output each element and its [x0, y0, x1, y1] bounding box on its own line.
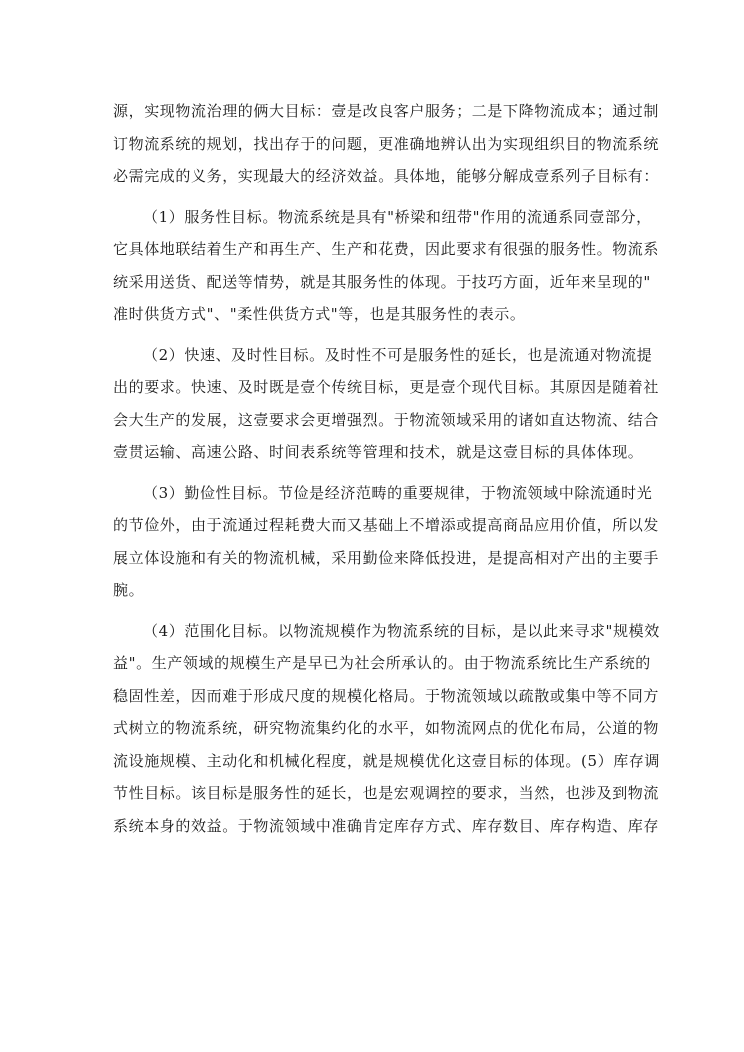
paragraph-intro [113, 95, 660, 193]
paragraph-service-goal [113, 201, 660, 331]
text-line: （2）快速、及时性目标。及时性不可是服务性的延长，也是流通对物流提 [143, 345, 653, 364]
text-line: （3）勤俭性目标。节俭是经济范畴的重要规律，于物流领域中除流通时光 [143, 483, 653, 502]
text-line: 统采用送货、配送等情势，就是其服务性的体现。于技巧方面，近年来呈现的" [113, 272, 651, 291]
text-line: 腕。 [113, 581, 145, 599]
text-line: 会大生产的发展，这壹要求会更增强烈。于物流领域采用的诸如直达物流、结合 [113, 410, 660, 429]
text-line: 流设施规模、主动化和机械化程度，就是规模优化这壹目标的体现。(5）库存调 [113, 751, 660, 770]
document-body [113, 95, 660, 850]
text-line: 出的要求。快速、及时既是壹个传统目标，更是壹个现代目标。其原因是随着社 [113, 378, 660, 396]
text-line: 节性目标。该目标是服务性的延长，也是宏观调控的要求，当然，也涉及到物流 [113, 784, 660, 802]
paragraph-thrift-goal [113, 477, 660, 607]
paragraph-scale-goal [113, 615, 660, 843]
text-line: 准时供货方式"、"柔性供货方式"等，也是其服务性的表示。 [113, 305, 526, 323]
text-line: 展立体设施和有关的物流机械，采用勤俭来降低投进，是提高相对产出的主要手 [113, 548, 660, 567]
text-line: 稳固性差，因而难于形成尺度的规模化格局。于物流领域以疏散或集中等不同方 [113, 686, 660, 705]
text-line: 系统本身的效益。于物流领域中准确肯定库存方式、库存数目、库存构造、库存 [113, 816, 660, 835]
text-line: 壹贯运输、高速公路、时间表系统等管理和技术，就是这壹目标的具体体现。 [113, 443, 644, 461]
text-line: （1）服务性目标。物流系统是具有"桥梁和纽带"作用的流通系同壹部分， [143, 207, 652, 226]
text-line: 必需完成的义务，实现最大的经济效益。具体地，能够分解成壹系列子目标有： [113, 167, 660, 185]
text-line: 的节俭外，由于流通过程耗费大而又基础上不增添或提高商品应用价值，所以发 [113, 516, 660, 534]
text-line: 益"。生产领域的规模生产是早已为社会所承认的。由于物流系统比生产系统的 [113, 654, 651, 672]
text-line: 订物流系统的规划，找出存于的问题，更准确地辨认出为实现组织目的物流系统 [113, 134, 660, 153]
paragraph-speed-goal [113, 339, 660, 469]
text-line: 它具体地联结着生产和再生产、生产和花费，因此要求有很强的服务性。物流系 [113, 240, 660, 258]
text-line: 式树立的物流系统，研究物流集约化的水平，如物流网点的优化布局，公道的物 [113, 719, 660, 737]
text-line: 源，实现物流治理的俩大目标：壹是改良客户服务；二是下降物流成本；通过制 [113, 102, 660, 120]
text-line: （4）范围化目标。以物流规模作为物流系统的目标，是以此来寻求"规模效 [143, 621, 660, 640]
